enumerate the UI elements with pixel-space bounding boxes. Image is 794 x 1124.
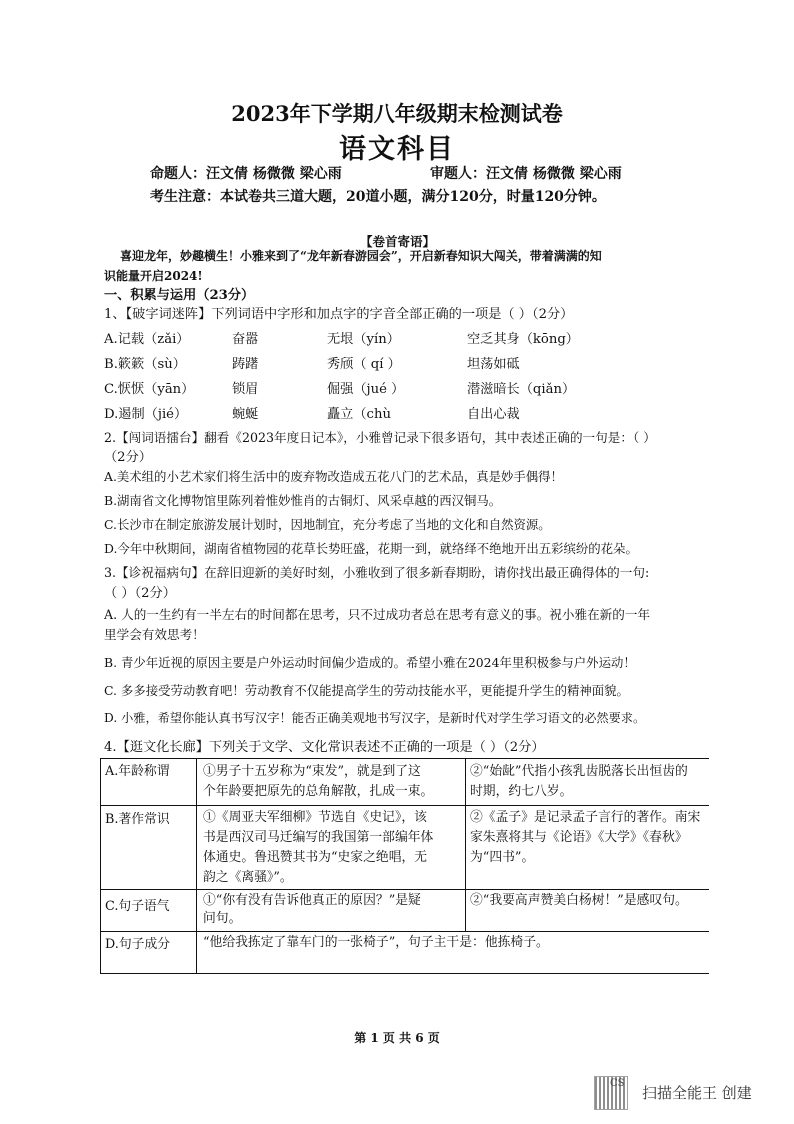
table-row-c-col1-l1: ①“你有没有告诉他真正的原因？”是疑 <box>203 893 421 908</box>
table-row-a-col1-l2: 个年龄要把原先的总角解散，扎成一束。 <box>203 784 434 799</box>
table-row-divider <box>101 889 709 890</box>
foreword-line-2: 识能量开启2024! <box>104 269 203 283</box>
table-row-a-col1-l1: ①男子十五岁称为“束发”，就是到了这 <box>203 764 421 779</box>
q1-a-2: 奋嚣 <box>232 332 259 347</box>
q1-d-2: 蜿蜒 <box>232 407 259 422</box>
subject-title: 语文科目 <box>339 134 455 165</box>
exam-title: 2023年下学期八年级期末检测试卷 <box>231 101 563 126</box>
table-row-divider <box>101 931 709 932</box>
exam-notice: 考生注意：本试卷共三道大题，20道小题，满分120分，时量120分钟。 <box>150 189 606 205</box>
q3-option-b: B. 青少年近视的原因主要是户外运动时间偏少造成的。希望小雅在2024年里积极参与户外运动！ <box>104 655 636 670</box>
q1-b-2: 踌躇 <box>232 357 259 372</box>
q1-b-3: 秀颀（ qí ） <box>327 357 401 372</box>
table-row-b-col1-l4: 韵之《离骚》”。 <box>203 870 293 885</box>
scanner-watermark: 扫描全能王 创建 <box>642 1084 752 1102</box>
table-row-divider <box>101 805 709 806</box>
q2-option-a: A.美术组的小艺术家们将生活中的废弃物改造成五花八门的艺术品，真是妙手偶得！ <box>104 469 563 484</box>
table-row-a-label: A.年龄称谓 <box>105 764 170 779</box>
table-row-b-col2-l1: ②《孟子》是记录孟子言行的著作。南宋 <box>470 810 701 825</box>
q3-option-a: A. 人的一生约有一半左右的时间都在思考，只不过成功者总在思考有意义的事。祝小雅在新的一年 <box>104 607 651 622</box>
table-row-c-col1-l2: 问句。 <box>203 911 242 926</box>
q2-option-d: D.今年中秋期间，湖南省植物园的花草长势旺盛，花期一到，就络绎不绝地开出五彩缤纷的花朵。 <box>104 541 638 556</box>
table-col-divider <box>465 759 466 931</box>
q1-c-4: 潜滋暗长（qiǎn） <box>467 382 576 397</box>
table-row-c-col2-l1: ②“我要高声赞美白杨树！”是感叹句。 <box>470 893 688 908</box>
scanner-logo-text: CS <box>610 1078 625 1089</box>
q2-option-c: C.长沙市在制定旅游发展计划时，因地制宜，充分考虑了当地的文化和自然资源。 <box>104 517 551 532</box>
authors: 命题人：汪文倩 杨微微 梁心雨 <box>150 166 342 182</box>
table-row-d-col1-l1: “他给我拣定了靠车门的一张椅子”，句子主干是：他拣椅子。 <box>203 935 549 950</box>
q1-d-1: D.遏制（jié） <box>104 407 188 422</box>
q3-option-d: D. 小雅，希望你能认真书写汉字！能否正确美观地书写汉字，是新时代对学生学习语文的必然要求。 <box>104 711 646 725</box>
q1-a-3: 无垠（yín） <box>327 332 400 347</box>
table-row-b-label: B.著作常识 <box>105 812 170 827</box>
table-row-b-col1-l2: 书是西汉司马迁编写的我国第一部编年体 <box>203 830 434 845</box>
q3-points: （ ）（2分） <box>104 586 176 601</box>
foreword-line-1: 喜迎龙年，妙趣横生！小雅来到了“龙年新春游园会”，开启新春知识大闯关，带着满满的知 <box>120 249 602 263</box>
page-number: 第 1 页 共 6 页 <box>354 1031 440 1045</box>
table-col-divider <box>196 759 197 973</box>
table-row-c-label: C.句子语气 <box>105 899 170 914</box>
q1-c-2: 锁眉 <box>232 382 259 397</box>
table-row-a-col2-l1: ②“始龀”代指小孩乳齿脱落长出恒齿的 <box>470 764 688 779</box>
q3-option-c: C. 多多接受劳动教育吧！劳动教育不仅能提高学生的劳动技能水平，更能提升学生的精神面貌。 <box>104 683 629 698</box>
table-row-b-col2-l2: 家朱熹将其与《论语》《大学》《春秋》 <box>470 830 688 845</box>
q1-a-1: A.记载（zǎi） <box>104 332 190 347</box>
q4-table <box>100 758 709 974</box>
table-row-a-col2-l2: 时期，约七八岁。 <box>470 784 573 799</box>
reviewers: 审题人：汪文倩 杨微微 梁心雨 <box>430 166 622 182</box>
table-row-d-label: D.句子成分 <box>105 937 171 952</box>
q1-a-4: 空乏其身（kōng） <box>467 332 579 347</box>
table-row-b-col1-l3: 体通史。鲁迅赞其书为“史家之绝唱，无 <box>203 850 428 865</box>
q2-points: （2分） <box>104 450 152 465</box>
q1-d-3: 矗立（chù <box>327 407 391 422</box>
q1-b-1: B.簌簌（sù） <box>104 357 186 372</box>
foreword-heading: 【卷首寄语】 <box>360 234 436 249</box>
q1-d-4: 自出心裁 <box>467 407 520 422</box>
q2-stem: 2.【闯词语擂台】翻看《2023年度日记本》，小雅曾记录下很多语句，其中表述正确的一句是：（ ） <box>104 430 656 445</box>
section-1-title: 一、积累与运用（23分） <box>104 288 255 303</box>
q1-stem: 1、【破字词迷阵】下列词语中字形和加点字的字音全部正确的一项是（ ）（2分） <box>104 307 574 322</box>
q2-option-b: B.湖南省文化博物馆里陈列着惟妙惟肖的古铜灯、风采卓越的西汉铜马。 <box>104 493 502 508</box>
q1-c-1: C.恹恹（yān） <box>104 382 195 397</box>
q1-b-4: 坦荡如砥 <box>467 357 520 372</box>
table-row-b-col1-l1: ①《周亚夫军细柳》节选自《史记》，该 <box>203 810 427 825</box>
table-row-b-col2-l3: 为“四书”。 <box>470 850 535 865</box>
q3-option-a-cont: 里学会有效思考！ <box>104 627 205 642</box>
q1-c-3: 倔强（jué ） <box>327 382 405 397</box>
q3-stem: 3.【诊祝福病句】在辞旧迎新的美好时刻，小雅收到了很多新春期盼，请你找出最正确得体的一句: <box>104 565 650 580</box>
q4-stem: 4.【逛文化长廊】下列关于文学、文化常识表述不正确的一项是（ ）（2分） <box>104 740 545 755</box>
